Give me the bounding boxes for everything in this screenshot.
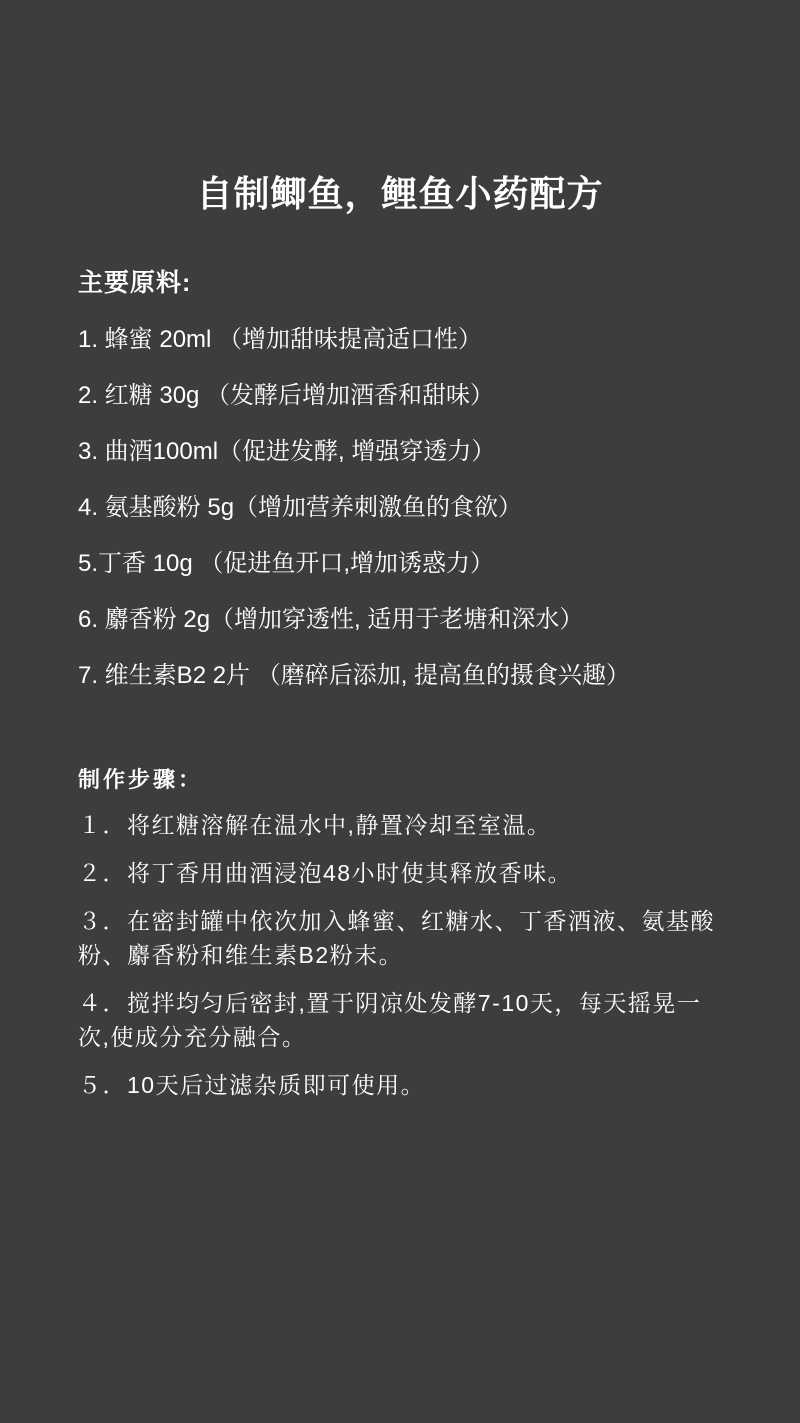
list-item: 3. 曲酒100ml（促进发酵, 增强穿透力）	[78, 438, 496, 466]
list-item: 7. 维生素B2 2片 （磨碎后添加, 提高鱼的摄食兴趣）	[78, 662, 631, 690]
ingredients-heading: 主要原料:	[78, 269, 192, 298]
steps-section	[0, 763, 800, 1102]
list-item: ５．10天后过滤杂质即可使用。	[78, 1072, 426, 1099]
steps-list	[78, 808, 722, 1102]
list-item: ２．将丁香用曲酒浸泡48小时使其释放香味。	[78, 860, 573, 887]
list-item: 1. 蜂蜜 20ml （增加甜味提高适口性）	[78, 326, 483, 354]
list-item: 4. 氨基酸粉 5g（增加营养刺激鱼的食欲）	[78, 494, 523, 522]
list-item: ３．在密封罐中依次加入蜂蜜、红糖水、丁香酒液、氨基酸粉、麝香粉和维生素B2粉末。	[78, 908, 715, 969]
ingredients-section	[0, 263, 800, 691]
page-title: 自制鲫鱼，鲤鱼小药配方	[196, 173, 604, 214]
list-item: 2. 红糖 30g （发酵后增加酒香和甜味）	[78, 382, 495, 410]
list-item: ４．搅拌均匀后密封,置于阴凉处发酵7-10天，每天摇晃一次,使成分充分融合。	[78, 990, 702, 1051]
list-item: １．将红糖溶解在温水中,静置冷却至室温。	[78, 812, 552, 839]
steps-heading: 制作步骤：	[78, 767, 204, 793]
ingredients-list	[78, 325, 722, 691]
list-item: 6. 麝香粉 2g（增加穿透性, 适用于老塘和深水）	[78, 606, 584, 634]
list-item: 5.丁香 10g （促进鱼开口,增加诱惑力）	[78, 550, 495, 578]
